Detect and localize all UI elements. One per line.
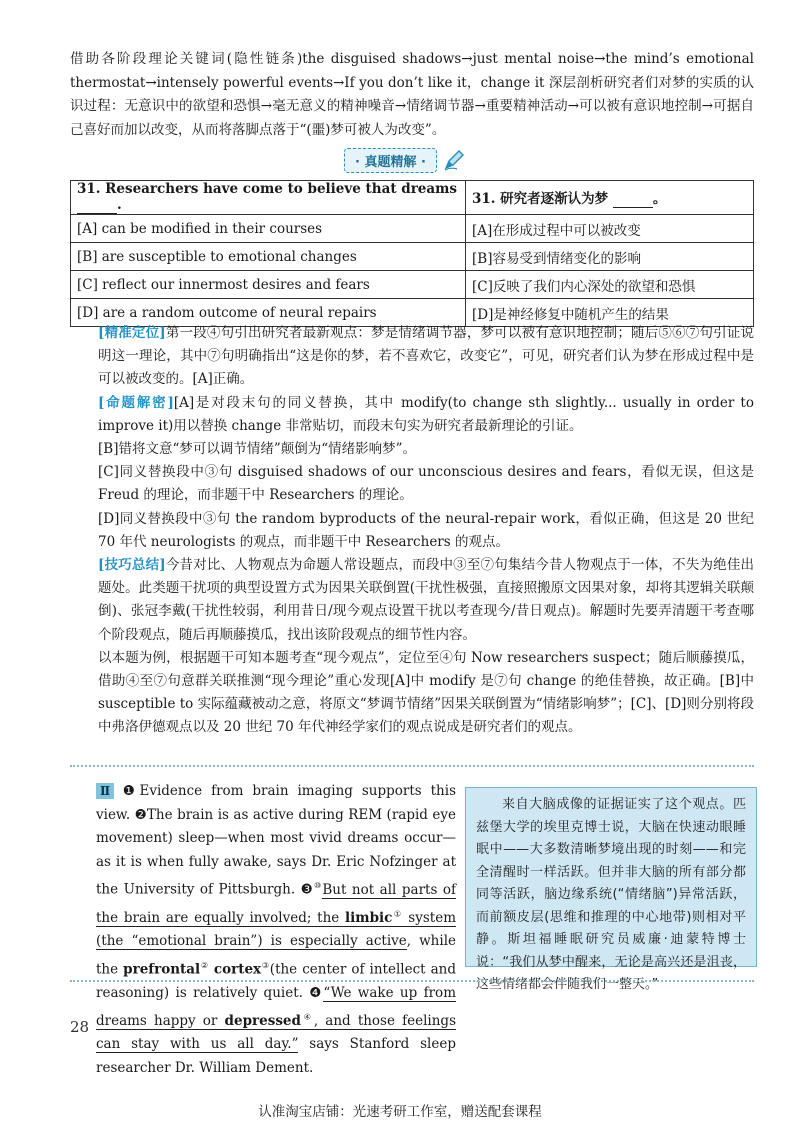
option-c-en: [C] reflect our innermost desires and fears <box>71 271 466 299</box>
note-cortex: ③ <box>261 960 270 970</box>
question-table <box>70 180 754 327</box>
translation-box <box>465 787 757 992</box>
section-title <box>344 147 465 173</box>
stem-en-end: . <box>117 197 122 213</box>
option-row <box>71 215 754 243</box>
question-stem-zh <box>466 181 754 215</box>
section-title-badge: · 真题精解 · <box>344 148 437 173</box>
option-d-en: [D] are a random outcome of neural repairs <box>71 299 466 327</box>
pen-icon <box>443 149 465 171</box>
option-b-en: [B] are susceptible to emotional changes <box>71 243 466 271</box>
passage-paragraph <box>96 780 456 1080</box>
analysis-decode <box>70 392 754 438</box>
option-row <box>71 243 754 271</box>
tag-locate: [精准定位] <box>98 325 166 341</box>
option-a-en: [A] can be modified in their courses <box>71 215 466 243</box>
stem-en-text: 31. Researchers have come to believe that dreams <box>77 181 458 197</box>
stem-zh-end: 。 <box>652 191 667 207</box>
s3-part-c: , while the <box>96 933 457 977</box>
analysis-option-d: [D]同义替换段中③句 the random byproducts of the neural-repair work，看似正确，但这是 20 世纪 70 年代 neurologists 的观点，而非题干中 Researchers 的观点。 <box>98 510 754 550</box>
option-row <box>71 271 754 299</box>
analysis-section <box>70 322 754 740</box>
tag-summary: [技巧总结] <box>98 557 166 574</box>
divider-bottom <box>70 980 754 982</box>
analysis-option-c: [C]同义替换段中③句 disguised shadows of our unconscious desires and fears，看似无误，但这是 Freud 的理论，而非题干中 Researchers 的理论。 <box>98 464 754 504</box>
analysis-example: 以本题为例，根据题干可知本题考查“现今观点”，定位至④句 Now researchers suspect；随后顺藤摸瓜，借助④至⑦句意群关联推测“现今理论”重心发现[A]中 modify 是⑦句 change 的绝佳替换，故正确。[B]中 susceptible to 实际蕴藏被动之意，将原文“梦调节情绪”因果关联倒置为“情绪影响梦”；[C]、[D]则分别将段中弗洛伊德观点以及 20 世纪 70 年代神经学家们的观点说成是研究者们的观点。 <box>98 649 754 736</box>
passage-s1-s2: ❶Evidence from brain imaging supports this view. ❷The brain is as active during REM (rapid eye movement) sleep—when most vivid dreams occur—as it is when fully awake, says Dr. Eric Nofzinger at the University of Pittsburgh. ❸ <box>96 783 456 898</box>
answer-blank <box>77 197 117 214</box>
footer-text: 认准淘宝店铺：光速考研工作室，赠送配套课程 <box>258 1104 542 1120</box>
intro-paragraph: 借助各阶段理论关键词(隐性链条)the disguised shadows→just mental noise→the mind’s emotional thermostat→intensely powerful events→If you don’t like it，change it 深层剖析研究者们对梦的实质的认识过程：无意识中的欲望和恐惧→毫无意义的精神噪音→情绪调节器→重要精神活动→可以被有意识地控制→可据自己喜好而加以改变，从而将落脚点落于“(噩)梦可被人为改变”。 <box>70 51 754 138</box>
word-depressed: depressed <box>224 1012 301 1029</box>
note-prefrontal: ② <box>200 960 209 970</box>
word-limbic: limbic <box>345 909 393 926</box>
analysis-locate-text: 第一段④句引出研究者最新观点：梦是情绪调节器，梦可以被有意识地控制；随后⑤⑥⑦句引证说明这一理论，其中⑦句明确指出“这是你的梦，若不喜欢它，改变它”，可见，研究者们认为梦在形成过程中是可以被改变的。[A]正确。 <box>98 325 754 388</box>
s3-part-a: But not all parts of the brain are equally involved; the <box>96 881 457 926</box>
option-b-zh: [B]容易受到情绪变化的影响 <box>466 243 754 271</box>
option-d-zh: [D]是神经修复中随机产生的结果 <box>466 299 754 327</box>
s4-part-b: , and those feelings can stay with us all day.” <box>96 1012 456 1052</box>
analysis-decode-text: [A]是对段末句的同义替换，其中 modify(to change sth slightly... usually in order to improve it)用以替换 change 非常贴切，而段末句实为研究者最新理论的引证。 <box>98 394 754 434</box>
s3-part-b: system (the “emotional brain”) is especially active <box>96 909 457 949</box>
divider-top <box>70 765 754 767</box>
note-depressed: ④ <box>300 1012 314 1021</box>
translation-text: 来自大脑成像的证据证实了这个观点。匹兹堡大学的埃里克博士说，大脑在快速动眼睡眠中——大多数清晰梦境出现的时刻——和完全清醒时一样活跃。但并非大脑的所有部分都同等活跃，脑边缘系统(“情绪脑”)异常活跃，而前额皮层(思维和推理的中心地带)则相对平静。斯坦福睡眠研究员威廉·迪蒙特博士说：“我们从梦中醒来，无论是高兴还是沮丧，这些情绪都会伴随我们一整天。” <box>476 797 746 992</box>
analysis-summary <box>70 554 754 647</box>
question-stem-en <box>71 181 466 215</box>
s4-part-a: “We wake up from dreams happy or <box>96 984 456 1029</box>
paragraph-number: Ⅱ <box>96 783 114 799</box>
analysis-locate <box>70 322 754 392</box>
note-limbic: ① <box>392 909 403 918</box>
answer-blank-zh <box>613 191 653 208</box>
analysis-option-b: [B]错将文意“梦可以调节情绪”颠倒为“情绪影响梦”。 <box>98 441 417 458</box>
analysis-summary-text: 今昔对比、人物观点为命题人常设题点，而段中③至⑦句集结今昔人物观点于一体，不失为绝佳出题处。此类题干扰项的典型设置方式为因果关联倒置(干扰性极强，直接照搬原文因果对象，却将其逻辑关联颠倒)、张冠李戴(干扰性较弱，利用昔日/现今观点设置干扰以考查现今/昔日观点)。解题时先要弄清题干考查哪个阶段观点，随后再顺藤摸瓜，找出该阶段观点的细节性内容。 <box>98 557 754 643</box>
tag-decode: [命题解密] <box>98 394 174 411</box>
page-number: 28 <box>70 1018 90 1036</box>
option-c-zh: [C]反映了我们内心深处的欲望和恐惧 <box>466 271 754 299</box>
s4-part-c: says Stanford sleep researcher Dr. William Dement. <box>96 1036 456 1076</box>
word-cortex: cortex <box>213 961 262 977</box>
s3-part-d: (the center of intellect and reasoning) is relatively quiet. ❹ <box>96 961 457 1001</box>
stem-zh-text: 31. 研究者逐渐认为梦 <box>472 191 609 207</box>
option-a-zh: [A]在形成过程中可以被改变 <box>466 215 754 243</box>
note-marker: ⑩ <box>313 881 323 890</box>
word-prefrontal: prefrontal <box>123 961 201 977</box>
question-stem-row <box>71 181 754 215</box>
